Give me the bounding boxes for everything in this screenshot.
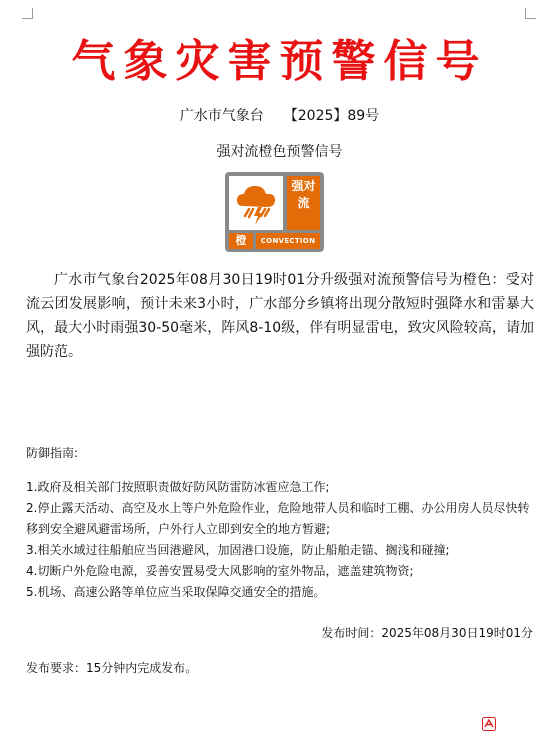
page-title: 气象灾害预警信号 [71,36,488,87]
issuer-name: 广水市气象台 [179,108,264,124]
guide-item: 3.相关水域过往船舶应当回港避风，加固港口设施，防止船舶走锚、搁浅和碰撞; [26,543,450,557]
signal-subtitle: 强对流橙色预警信号 [216,144,343,160]
storm-cloud-lightning-icon [229,176,283,230]
page-corner-mark-right [525,8,536,19]
guide-item: 1.政府及相关部门按照职责做好防风防雷防冰雹应急工作; [26,480,330,494]
guide-list [26,477,534,603]
publish-requirement: 发布要求：15分钟内完成发布。 [26,661,198,675]
warning-body-paragraph: 广水市气象台2025年08月30日19时01分升级强对流预警信号为橙色：受对流云团发展影响，预计未来3小时，广水部分乡镇将出现分散短时强降水和雷暴大风，最大小时雨强30-50毫米，阵风8-10级，伴有明显雷电，致灾风险较高，请加强防范。 [26,272,534,360]
stamp-icon [482,716,496,730]
badge-level-text: 橙 [229,233,253,249]
guide-item: 5.机场、高速公路等单位应当采取保障交通安全的措施。 [26,585,326,599]
document-number: 【2025】89号 [283,108,380,124]
badge-type-text: 强对流 [287,176,320,230]
guide-heading: 防御指南: [26,446,79,460]
badge-english-text: CONVECTION [256,233,320,249]
page-corner-mark-left [22,8,33,19]
guide-item: 4.切断户外危险电源，妥善安置易受大风影响的室外物品，遮盖建筑物资; [26,564,414,578]
guide-item: 2.停止露天活动、高空及水上等户外危险作业，危险地带人员和临时工棚、办公用房人员尽快转移到安全避风避雷场所，户外行人立即到安全的地方暂避; [26,501,530,536]
issuer-line [0,106,559,126]
publish-time: 发布时间：2025年08月30日19时01分 [321,626,533,640]
warning-signal-badge [225,172,324,252]
